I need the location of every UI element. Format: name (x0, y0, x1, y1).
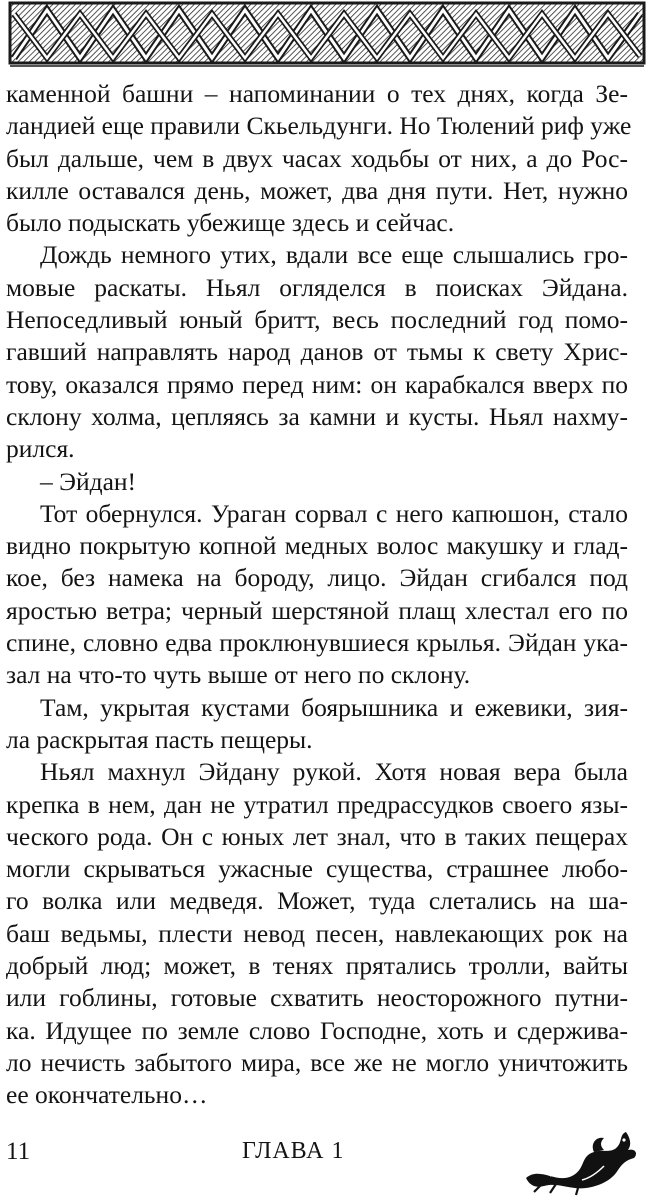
text-line: яростью ветра; черный шерстяной плащ хлестал его по (6, 595, 628, 625)
text-line: Дождь немного утих, вдали все еще слышались гро- (40, 240, 628, 270)
text-line: было подыскать убежище здесь и сейчас. (6, 208, 455, 238)
text-line: ландией еще правили Скьельдунги. Но Тюлений риф уже (6, 111, 632, 141)
text-line: ла раскрытая пасть пещеры. (6, 724, 313, 754)
text-line: го волка или медведя. Может, туда слетались на ша- (6, 886, 628, 916)
text-line: гавший направлять народ данов от тьмы к свету Хрис- (6, 337, 628, 367)
text-line: килле оставался день, может, два дня пути. Нет, нужно (6, 175, 628, 205)
text-line: крепка в нем, дан не утратил предрассудков своего язы- (6, 789, 628, 819)
text-line: Тот обернулся. Ураган сорвал с него капюшон, стало (40, 498, 628, 528)
text-line: каменной башни – напоминании о тех днях, когда Зе- (6, 79, 628, 108)
chapter-heading: ГЛАВА 1 (242, 1138, 345, 1164)
text-line: – Эйдан! (40, 466, 137, 496)
text-line: Непоседливый юный бритт, весь последний год помо- (6, 305, 628, 335)
text-line: спине, словно едва проклюнувшиеся крылья. Эйдан ука- (6, 628, 628, 658)
page-number: 11 (6, 1138, 31, 1165)
text-line: видно покрытую копной медных волос макушку и глад- (6, 531, 628, 561)
text-line: кое, без намека на бороду, лицо. Эйдан сгибался под (6, 563, 628, 593)
text-line: ка. Идущее по земле слово Господне, хоть и сдержива- (6, 1015, 628, 1045)
text-line: Ньял махнул Эйдану рукой. Хотя новая вера была (40, 757, 628, 787)
text-line: рился. (6, 434, 75, 464)
header-ornament (0, 0, 659, 70)
text-line: ло нечисть забытого мира, все же не могло уничтожить (6, 1047, 628, 1077)
text-line: могли скрываться ужасные существа, страшнее любо- (6, 854, 628, 884)
text-line: ее окончательно… (6, 1080, 208, 1110)
text-line: добрый люд; может, в тенях прятались тролли, вайты (6, 951, 628, 981)
text-line: зал на что-то чуть выше от него по склону. (6, 660, 471, 690)
page-text (6, 78, 632, 1112)
text-line: мовые раскаты. Ньял огляделся в поисках Эйдана. (6, 272, 628, 302)
text-line: ческого рода. Он с юных лет знал, что в таких пещерах (6, 821, 628, 851)
text-line: склону холма, цепляясь за камни и кусты. Ньял нахму- (6, 401, 628, 431)
text-line: или гоблины, готовые схватить неосторожного путни- (6, 983, 628, 1013)
text-line: тову, оказался прямо перед ним: он карабкался вверх по (6, 369, 628, 399)
dragon-emblem-icon (520, 1126, 640, 1196)
text-line: Там, укрытая кустами боярышника и ежевики, зия- (40, 692, 628, 722)
text-line: был дальше, чем в двух часах ходьбы от них, а до Рос- (6, 143, 628, 173)
text-line: баш ведьмы, плести невод песен, навлекающих рок на (6, 918, 628, 948)
